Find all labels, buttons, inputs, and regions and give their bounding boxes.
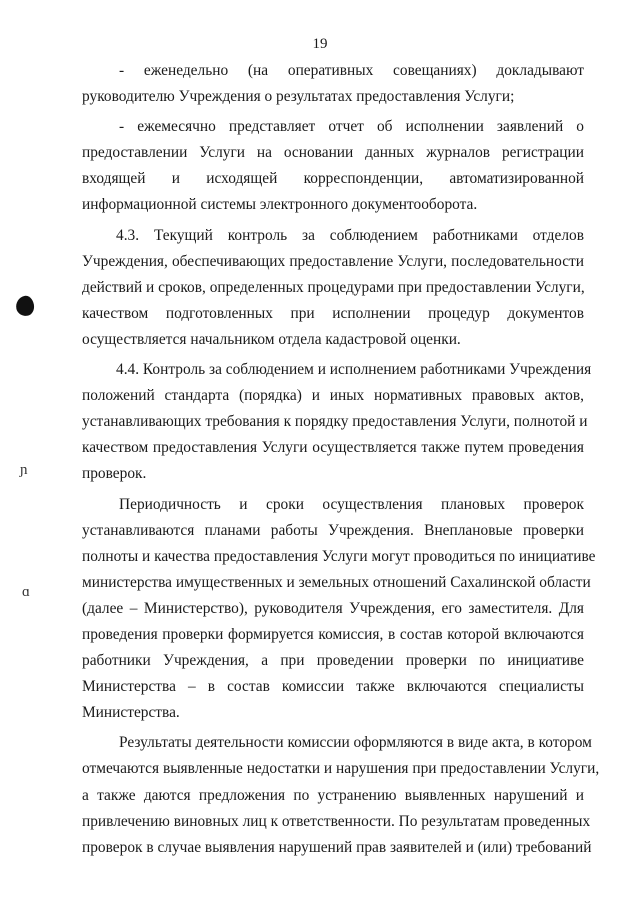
text-line: проверок в случае выявления нарушений прав заявителей и (или) требований <box>82 838 592 856</box>
text-line: входящей и исходящей корреспонденции, автоматизированной <box>82 170 584 188</box>
text-line: полноты и качества предоставления Услуги могут проводиться по инициативе <box>82 547 596 565</box>
text-line: проверок. <box>82 465 147 483</box>
document-body <box>82 58 600 861</box>
text-line: осуществляется начальником отдела кадастровой оценки. <box>82 330 461 348</box>
text-line: 4.3. Текущий контроль за соблюдением работниками отделов <box>116 226 584 244</box>
text-line: качеством подготовленных при исполнении процедур документов <box>82 304 584 322</box>
text-line: устанавливающих требования к порядку предоставления Услуги, полнотой и <box>82 413 588 431</box>
text-line: министерства имущественных и земельных отношений Сахалинской области <box>82 573 591 591</box>
text-line: Министерства. <box>82 704 180 722</box>
margin-scribble-mark: ɲ <box>20 462 28 478</box>
text-line: - еженедельно (на оперативных совещаниях) докладывают <box>119 62 584 79</box>
text-line: 4.4. Контроль за соблюдением и исполнением работниками Учреждения <box>116 361 592 379</box>
text-line: проведения проверки формируется комиссия, в состав которой включаются <box>82 625 584 643</box>
text-line: Министерства – в состав комиссии также включаются специалисты <box>82 678 584 696</box>
text-line: положений стандарта (порядка) и иных нормативных правовых актов, <box>82 387 584 405</box>
punch-hole-mark <box>14 294 36 317</box>
text-line: предоставлении Услуги на основании данных журналов регистрации <box>82 144 584 162</box>
text-line: Периодичность и сроки осуществления плановых проверок <box>119 495 584 513</box>
text-line: отмечаются выявленные недостатки и нарушения при предоставлении Услуги, <box>82 760 600 778</box>
text-line: привлечению виновных лиц к ответственности. По результатам проведенных <box>82 812 591 830</box>
margin-scribble-mark: ɑ <box>22 584 30 600</box>
text-line: - ежемесячно представляет отчет об исполнении заявлений о <box>119 118 584 136</box>
text-line: качеством предоставления Услуги осуществляется также путем проведения <box>82 439 584 457</box>
text-line: Учреждения, обеспечивающих предоставление Услуги, последовательности <box>82 252 584 270</box>
text-line: Результаты деятельности комиссии оформляются в виде акта, в котором <box>119 734 592 752</box>
page-number: 19 <box>312 36 328 52</box>
text-line: информационной системы электронного документооборота. <box>82 196 478 214</box>
text-line: устанавливаются планами работы Учреждения. Внеплановые проверки <box>82 521 584 539</box>
text-line: а также даются предложения по устранению выявленных нарушений и <box>82 786 584 804</box>
text-line: (далее – Министерство), руководителя Учреждения, его заместителя. Для <box>82 599 584 617</box>
text-line: действий и сроков, определенных процедурами при предоставлении Услуги, <box>82 278 585 296</box>
text-line: работники Учреждения, а при проведении проверки по инициативе <box>82 652 584 670</box>
text-line: руководителю Учреждения о результатах предоставления Услуги; <box>82 88 515 106</box>
